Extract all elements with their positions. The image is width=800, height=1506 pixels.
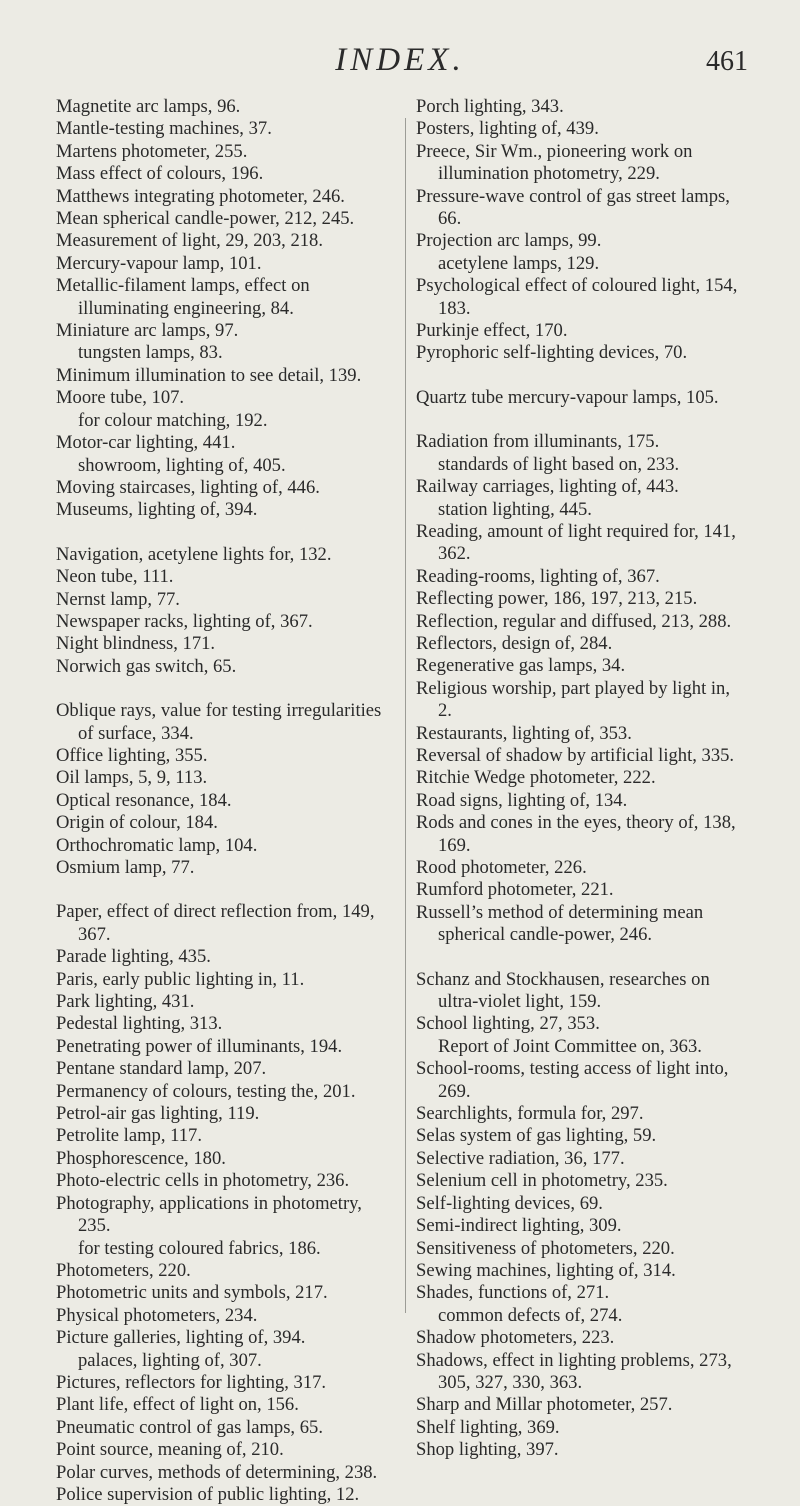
index-entry: Pyrophoric self-lighting devices, 70. — [416, 342, 688, 364]
index-entry: Optical resonance, 184. — [56, 789, 232, 811]
index-entry: Mercury-vapour lamp, 101. — [56, 252, 262, 274]
index-subentry: common defects of, 274. — [438, 1304, 623, 1326]
index-entry: Photography, applications in photometry, 235. — [56, 1192, 362, 1237]
index-entry: Reflection, regular and diffused, 213, 288. — [416, 610, 732, 632]
index-entry: Point source, meaning of, 210. — [56, 1439, 284, 1461]
index-entry: Pentane standard lamp, 207. — [56, 1058, 267, 1080]
index-entry: Schanz and Stockhausen, researches on ultra-violet light, 159. — [416, 968, 710, 1013]
index-entry: School lighting, 27, 353. — [416, 1013, 600, 1035]
index-entry: Shop lighting, 397. — [416, 1439, 559, 1461]
index-entry: Petrol-air gas lighting, 119. — [56, 1103, 260, 1125]
index-entry: Ritchie Wedge photometer, 222. — [416, 767, 656, 789]
index-entry: Physical photometers, 234. — [56, 1304, 258, 1326]
index-entry: Origin of colour, 184. — [56, 812, 218, 834]
index-subentry: tungsten lamps, 83. — [78, 342, 223, 364]
index-entry: Shades, functions of, 271. — [416, 1282, 610, 1304]
index-entry: Newspaper racks, lighting of, 367. — [56, 610, 313, 632]
index-column-left — [56, 96, 396, 1506]
index-entry: Petrolite lamp, 117. — [56, 1125, 202, 1147]
index-entry: Oil lamps, 5, 9, 113. — [56, 767, 208, 789]
index-entry: Rods and cones in the eyes, theory of, 138, 169. — [416, 812, 736, 856]
index-subentry: acetylene lamps, 129. — [438, 252, 600, 274]
index-entry: Semi-indirect lighting, 309. — [416, 1215, 622, 1237]
index-entry: Preece, Sir Wm., pioneering work on illumination photometry, 229. — [416, 140, 693, 185]
index-entry: Reading-rooms, lighting of, 367. — [416, 565, 660, 587]
index-entry: Martens photometer, 255. — [56, 140, 248, 162]
index-entry: Pedestal lighting, 313. — [56, 1013, 223, 1035]
index-entry: Sewing machines, lighting of, 314. — [416, 1259, 676, 1281]
index-entry: Moving staircases, lighting of, 446. — [56, 476, 320, 498]
index-entry: Mass effect of colours, 196. — [56, 163, 264, 185]
index-entry: Plant life, effect of light on, 156. — [56, 1394, 299, 1416]
index-entry: Matthews integrating photometer, 246. — [56, 185, 345, 207]
index-entry: Searchlights, formula for, 297. — [416, 1103, 644, 1125]
index-entry: Projection arc lamps, 99. — [416, 230, 602, 252]
index-subentry: standards of light based on, 233. — [438, 453, 680, 475]
index-entry: Radiation from illuminants, 175. — [416, 431, 660, 453]
index-entry: Sharp and Millar photometer, 257. — [416, 1394, 673, 1416]
index-subentry: for testing coloured fabrics, 186. — [78, 1237, 321, 1259]
index-entry: Russell’s method of determining mean spherical candle-power, 246. — [416, 901, 704, 946]
index-entry: Photometric units and symbols, 217. — [56, 1282, 328, 1304]
index-entry: Mean spherical candle-power, 212, 245. — [56, 208, 355, 230]
index-entry: Oblique rays, value for testing irregularities of surface, 334. — [56, 700, 382, 744]
index-entry: Permanency of colours, testing the, 201. — [56, 1080, 356, 1102]
index-entry: Posters, lighting of, 439. — [416, 118, 599, 140]
section-gap — [56, 522, 396, 544]
index-entry: Moore tube, 107. — [56, 387, 185, 409]
index-entry: Mantle-testing machines, 37. — [56, 118, 272, 140]
index-subentry: station lighting, 445. — [438, 498, 592, 520]
index-entry: Office lighting, 355. — [56, 744, 208, 766]
index-entry: Shadows, effect in lighting problems, 273, 305, 327, 330, 363. — [416, 1349, 732, 1393]
index-entry: Minimum illumination to see detail, 139. — [56, 364, 362, 386]
index-entry: Reflecting power, 186, 197, 213, 215. — [416, 588, 698, 610]
index-entry: Measurement of light, 29, 203, 218. — [56, 230, 323, 252]
page-title: INDEX. — [335, 42, 465, 78]
index-entry: Neon tube, 111. — [56, 566, 174, 588]
index-entry: Pictures, reflectors for lighting, 317. — [56, 1371, 327, 1393]
index-entry: Motor-car lighting, 441. — [56, 432, 236, 454]
index-entry: Selas system of gas lighting, 59. — [416, 1125, 657, 1147]
index-entry: Orthochromatic lamp, 104. — [56, 834, 258, 856]
index-entry: Selective radiation, 36, 177. — [416, 1147, 625, 1169]
index-entry: Nernst lamp, 77. — [56, 588, 180, 610]
index-columns — [0, 96, 800, 1505]
section-gap — [56, 678, 396, 700]
index-entry: Religious worship, part played by light in, 2. — [416, 677, 730, 722]
index-entry: Parade lighting, 435. — [56, 946, 211, 968]
index-entry: Park lighting, 431. — [56, 991, 195, 1013]
index-entry: Photo-electric cells in photometry, 236. — [56, 1170, 350, 1192]
index-entry: Metallic-filament lamps, effect on illuminating engineering, 84. — [56, 275, 310, 319]
index-subentry: Report of Joint Committee on, 363. — [438, 1035, 702, 1057]
index-entry: Museums, lighting of, 394. — [56, 499, 258, 521]
index-entry: Polar curves, methods of determining, 238. — [56, 1461, 378, 1483]
index-entry: Selenium cell in photometry, 235. — [416, 1170, 668, 1192]
index-entry: Police supervision of public lighting, 12. — [56, 1483, 360, 1505]
section-gap — [56, 879, 396, 901]
index-entry: Self-lighting devices, 69. — [416, 1192, 603, 1214]
index-entry: Reversal of shadow by artificial light, 335. — [416, 744, 735, 766]
index-entry: Pressure-wave control of gas street lamps, 66. — [416, 185, 730, 230]
index-entry: Paris, early public lighting in, 11. — [56, 968, 305, 990]
index-entry: Osmium lamp, 77. — [56, 857, 195, 878]
index-entry: Navigation, acetylene lights for, 132. — [56, 543, 332, 565]
index-entry: Norwich gas switch, 65. — [56, 655, 237, 677]
index-subentry: showroom, lighting of, 405. — [78, 454, 286, 476]
index-entry: Photometers, 220. — [56, 1259, 191, 1281]
index-entry: Penetrating power of illuminants, 194. — [56, 1035, 343, 1057]
page-header — [0, 42, 800, 86]
index-entry: Porch lighting, 343. — [416, 96, 564, 117]
index-entry: Night blindness, 171. — [56, 633, 216, 655]
index-entry: Psychological effect of coloured light, 154, 183. — [416, 275, 738, 319]
section-gap — [416, 409, 746, 431]
index-entry: Restaurants, lighting of, 353. — [416, 722, 632, 744]
index-entry: Picture galleries, lighting of, 394. — [56, 1327, 306, 1349]
page-number: 461 — [706, 46, 748, 77]
index-entry: Magnetite arc lamps, 96. — [56, 96, 241, 117]
index-entry: Quartz tube mercury-vapour lamps, 105. — [416, 386, 719, 408]
index-entry: Paper, effect of direct reflection from, 149, 367. — [56, 901, 375, 945]
index-entry: Pneumatic control of gas lamps, 65. — [56, 1416, 323, 1438]
index-entry: Miniature arc lamps, 97. — [56, 320, 239, 342]
index-entry: Sensitiveness of photometers, 220. — [416, 1237, 675, 1259]
section-gap — [416, 947, 746, 969]
index-entry: Rumford photometer, 221. — [416, 879, 614, 901]
index-entry: Purkinje effect, 170. — [416, 320, 568, 342]
index-subentry: for colour matching, 192. — [78, 409, 268, 431]
index-entry: Shadow photometers, 223. — [416, 1327, 615, 1349]
column-divider — [405, 118, 406, 1313]
index-entry: Road signs, lighting of, 134. — [416, 789, 628, 811]
index-subentry: palaces, lighting of, 307. — [78, 1349, 262, 1371]
index-entry: Railway carriages, lighting of, 443. — [416, 476, 679, 498]
index-entry: Reading, amount of light required for, 141, 362. — [416, 520, 736, 565]
section-gap — [416, 365, 746, 387]
index-entry: Reflectors, design of, 284. — [416, 632, 613, 654]
index-entry: Regenerative gas lamps, 34. — [416, 655, 626, 677]
index-entry: Rood photometer, 226. — [416, 857, 587, 878]
index-entry: Phosphorescence, 180. — [56, 1147, 226, 1169]
index-column-right — [416, 96, 746, 1462]
index-entry: School-rooms, testing access of light into, 269. — [416, 1058, 729, 1102]
index-entry: Shelf lighting, 369. — [416, 1416, 560, 1438]
